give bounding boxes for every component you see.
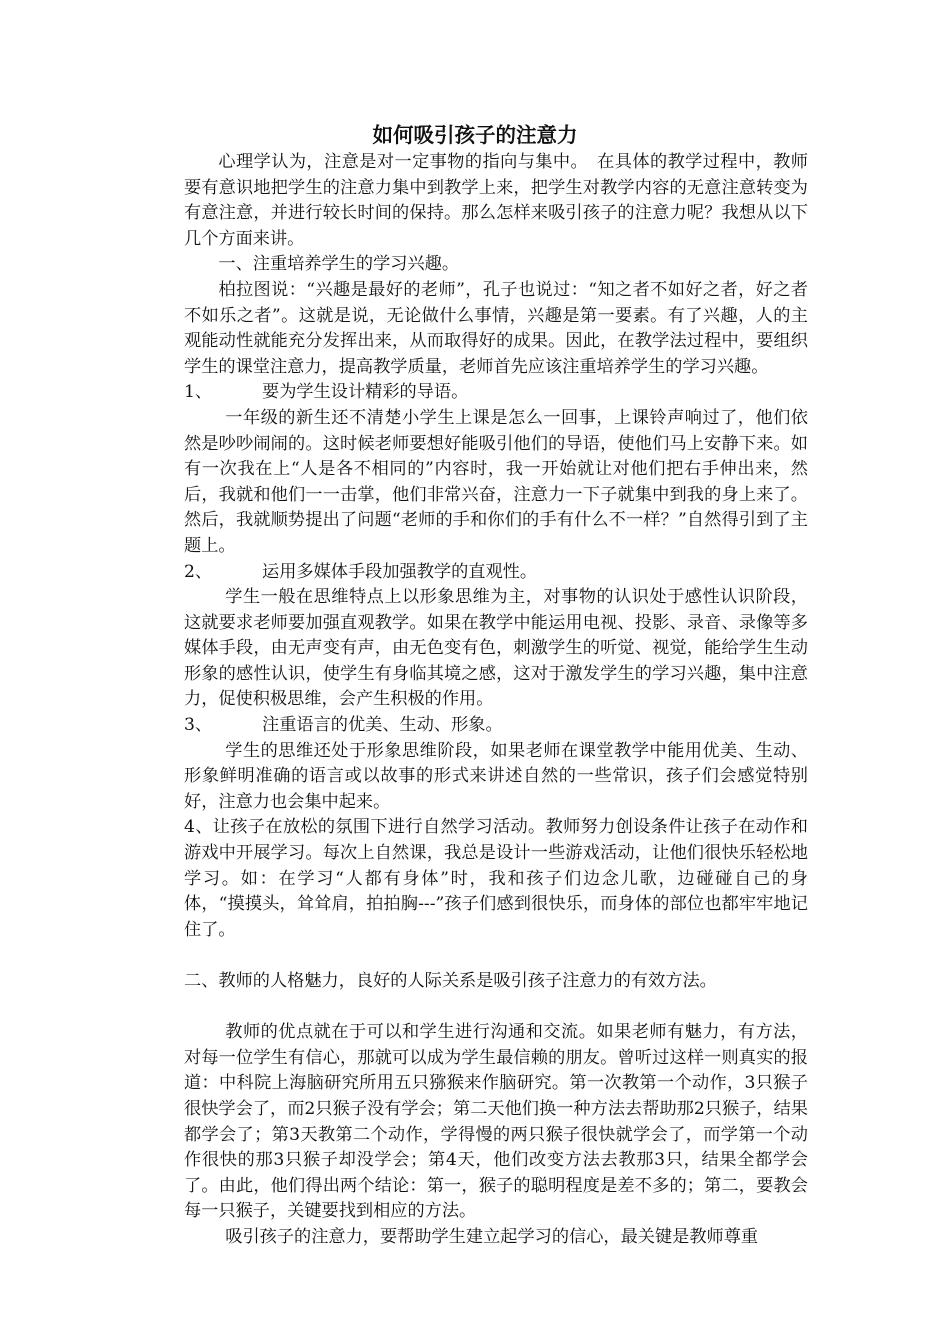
list-item-title: 运用多媒体手段加强教学的直观性。 xyxy=(262,561,538,582)
blank-line xyxy=(184,943,808,969)
list-item-heading xyxy=(184,560,808,586)
paragraph: 柏拉图说：“兴趣是最好的老师”，孔子也说过：“知之者不如好之者，好之者不如乐之者”。这就是说，无论做什么事情，兴趣是第一要素。有了兴趣，人的主观能动性就能充分发挥出来，从而取得好的成果。因此，在教学法过程中，要组织学生的课堂注意力，提高教学质量，老师首先应该注重培养学生的学习兴趣。 xyxy=(184,279,808,377)
section-heading: 一、注重培养学生的学习兴趣。 xyxy=(218,254,460,275)
paragraph: 学生一般在思维特点上以形象思维为主，对事物的认识处于感性认识阶段，这就要求老师要加强直观教学。如果在教学中能运用电视、投影、录音、录像等多媒体手段，由无声变有声，由无色变有色，刺激学生的听觉、视觉，能给学生生动形象的感性认识，使学生有身临其境之感，这对于激发学生的学习兴趣，集中注意力，促使积极思维，会产生积极的作用。 xyxy=(184,587,808,710)
section-heading: 二、教师的人格魅力，良好的人际关系是吸引孩子注意力的有效方法。 xyxy=(184,971,717,991)
list-item-number: 2、 xyxy=(184,561,213,582)
paragraph: 4、让孩子在放松的氛围下进行自然学习活动。教师努力创设条件让孩子在动作和游戏中开展学习。每次上自然课，我总是设计一些游戏活动，让他们很快乐轻松地学习。如：在学习“人都有身体”时，我和孩子们边念儿歌，边碰碰自己的身体，“摸摸头，耸耸肩，拍拍胸---”孩子们感到很快乐，而身体的部位也都牢牢地记住了。 xyxy=(184,817,808,940)
document-body xyxy=(184,150,808,1251)
list-item-title: 要为学生设计精彩的导语。 xyxy=(262,382,469,403)
paragraph: 吸引孩子的注意力，要帮助学生建立起学习的信心，最关键是教师尊重 xyxy=(225,1226,759,1247)
blank-line xyxy=(184,995,808,1021)
paragraph: 学生的思维还处于形象思维阶段，如果老师在课堂教学中能用优美、生动、形象鲜明准确的语言或以故事的形式来讲述自然的一些常识，孩子们会感觉特别好，注意力也会集中起来。 xyxy=(184,740,808,812)
document-title: 如何吸引孩子的注意力 xyxy=(372,123,578,147)
list-item-heading xyxy=(184,713,808,739)
paragraph: 心理学认为，注意是对一定事物的指向与集中。 在具体的教学过程中，教师要有意识地把学生的注意力集中到教学上来，把学生对教学内容的无意注意转变为有意注意，并进行较长时间的保持。那么怎样来吸引孩子的注意力呢？我想从以下几个方面来讲。 xyxy=(184,152,808,249)
list-item-number: 3、 xyxy=(184,715,213,736)
paragraph: 一年级的新生还不清楚小学生上课是怎么一回事，上课铃声响过了，他们依然是吵吵闹闹的。这时候老师要想好能吸引他们的导语，使他们马上安静下来。如有一次我在上“人是各不相同的”内容时，我一开始就让对他们把右手伸出来，然后，我就和他们一一击掌，他们非常兴奋，注意力一下子就集中到我的身上来了。然后，我就顺势提出了问题“老师的手和你们的手有什么不一样？”自然得引到了主题上。 xyxy=(184,407,808,556)
list-item-heading xyxy=(184,380,808,406)
list-item-title: 注重语言的优美、生动、形象。 xyxy=(262,715,503,736)
paragraph: 教师的优点就在于可以和学生进行沟通和交流。如果老师有魅力，有方法，对每一位学生有信心，那就可以成为学生最信赖的朋友。曾听过这样一则真实的报道：中科院上海脑研究所用五只猕猴来作脑研究。第一次教第一个动作，3只猴子很快学会了，而2只猴子没有学会；第二天他们换一种方法去帮助那2只猴子，结果都学会了；第3天教第二个动作，学得慢的两只猴子很快就学会了，而学第一个动作很快的那3只猴子却没学会；第4天，他们改变方法去教那3只，结果全都学会了。由此，他们得出两个结论：第一，猴子的聪明程度是差不多的；第二，要教会每一只猴子，关键要找到相应的方法。 xyxy=(184,1022,808,1222)
list-item-number: 1、 xyxy=(184,382,213,403)
